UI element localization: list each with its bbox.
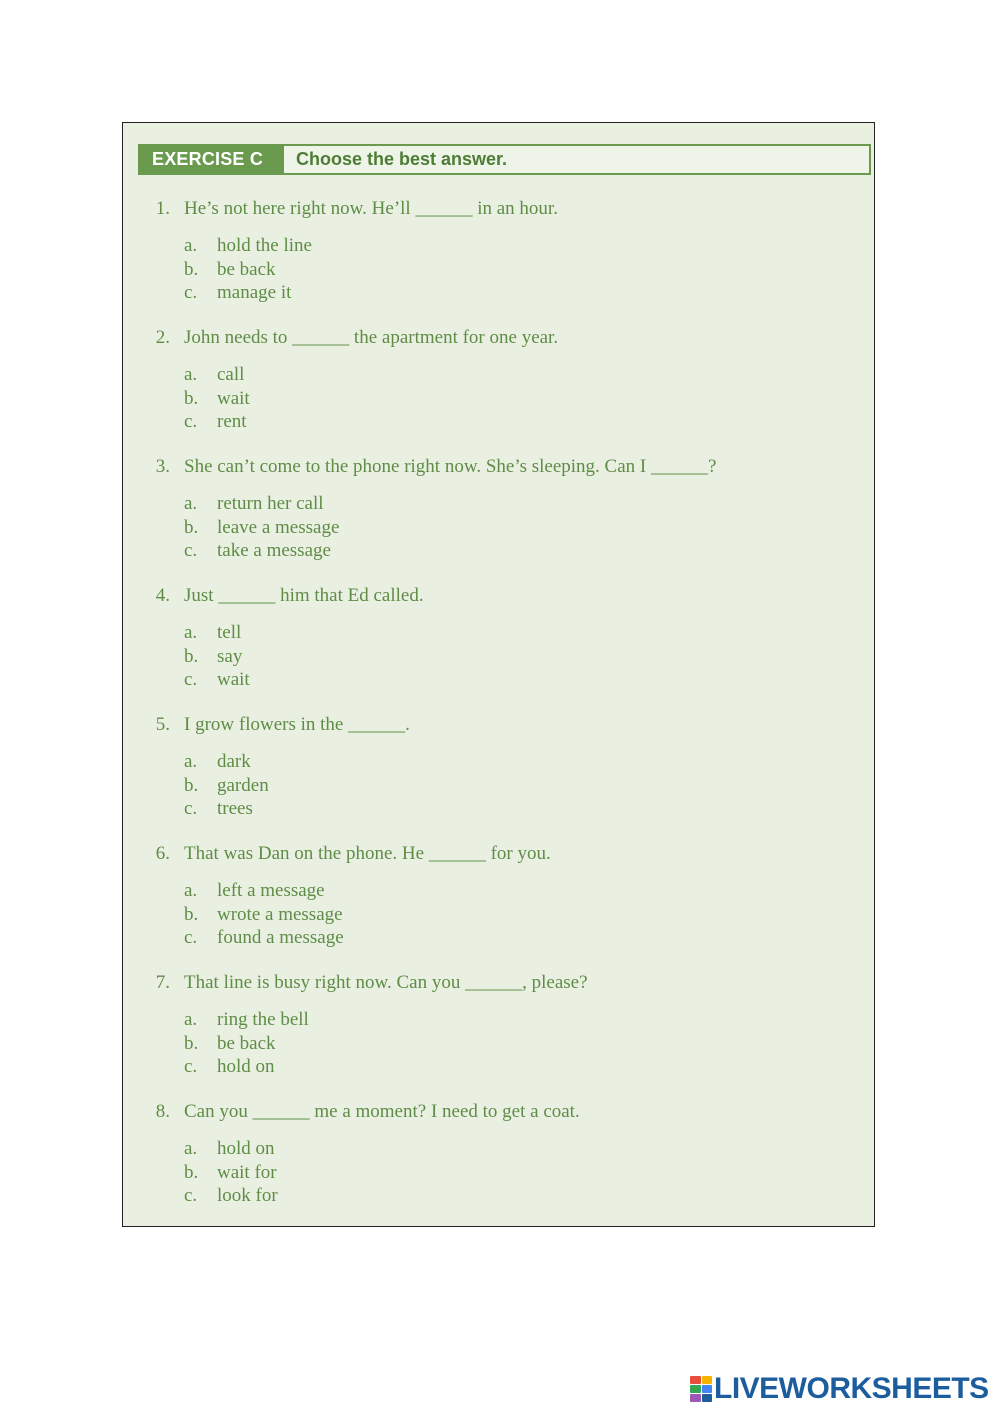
option-a[interactable] [138, 363, 858, 387]
question-text: She can’t come to the phone right now. She’s sleeping. Can I ______? [184, 456, 717, 477]
option-c[interactable] [138, 410, 858, 434]
option-text: return her call [217, 493, 324, 514]
option-letter: a. [184, 880, 198, 901]
option-text: tell [217, 622, 242, 643]
question-5 [138, 712, 858, 821]
option-letter: c. [184, 798, 198, 820]
option-letter: b. [184, 645, 199, 667]
option-c[interactable] [138, 668, 858, 692]
option-text: look for [217, 1185, 278, 1207]
option-text: manage it [217, 282, 292, 304]
option-text: wait [217, 387, 250, 409]
question-1 [138, 196, 858, 305]
question-text: Just ______ him that Ed called. [184, 585, 424, 606]
question-text: That line is busy right now. Can you ______, please? [184, 972, 588, 993]
option-letter: c. [184, 411, 198, 433]
question-number: 2. [155, 327, 170, 348]
option-letter: a. [184, 364, 198, 385]
question-number: 4. [155, 585, 170, 606]
option-c[interactable] [138, 1184, 858, 1208]
option-a[interactable] [138, 879, 858, 903]
option-letter: c. [184, 282, 198, 304]
option-a[interactable] [138, 234, 858, 258]
option-b[interactable] [138, 903, 858, 927]
option-letter: a. [184, 622, 198, 643]
question-text: He’s not here right now. He’ll ______ in an hour. [184, 198, 558, 219]
option-letter: a. [184, 235, 198, 256]
option-c[interactable] [138, 926, 858, 950]
option-c[interactable] [138, 539, 858, 563]
option-text: found a message [217, 927, 344, 949]
option-letter: b. [184, 516, 199, 538]
option-letter: a. [184, 1009, 198, 1030]
option-text: rent [217, 411, 247, 433]
option-letter: b. [184, 258, 199, 280]
question-8 [138, 1099, 858, 1208]
option-a[interactable] [138, 750, 858, 774]
question-2 [138, 325, 858, 434]
option-letter: b. [184, 903, 199, 925]
question-4 [138, 583, 858, 692]
exercise-label: EXERCISE C [140, 146, 284, 173]
option-b[interactable] [138, 774, 858, 798]
logo-icon [690, 1376, 712, 1402]
liveworksheets-logo [690, 1372, 989, 1406]
exercise-instruction: Choose the best answer. [296, 149, 508, 169]
question-7 [138, 970, 858, 1079]
option-text: leave a message [217, 516, 340, 538]
question-number: 5. [155, 714, 170, 735]
option-text: garden [217, 774, 269, 796]
option-letter: c. [184, 540, 198, 562]
question-text: Can you ______ me a moment? I need to get a coat. [184, 1101, 580, 1122]
option-b[interactable] [138, 258, 858, 282]
question-text: John needs to ______ the apartment for one year. [184, 327, 559, 348]
option-letter: c. [184, 1185, 198, 1207]
question-text: I grow flowers in the ______. [184, 714, 410, 735]
option-letter: c. [184, 669, 198, 691]
options-list [138, 621, 858, 692]
question-number: 6. [155, 843, 170, 864]
option-a[interactable] [138, 1137, 858, 1161]
question-6 [138, 841, 858, 950]
question-number: 1. [155, 198, 170, 219]
options-list [138, 363, 858, 434]
option-letter: b. [184, 774, 199, 796]
question-number: 8. [155, 1101, 170, 1122]
options-list [138, 492, 858, 563]
option-a[interactable] [138, 1008, 858, 1032]
options-list [138, 234, 858, 305]
options-list [138, 1008, 858, 1079]
option-text: trees [217, 798, 253, 820]
option-letter: b. [184, 1032, 199, 1054]
option-text: hold on [217, 1056, 275, 1078]
question-3 [138, 454, 858, 563]
option-b[interactable] [138, 387, 858, 411]
option-letter: b. [184, 1161, 199, 1183]
option-text: wrote a message [217, 903, 343, 925]
option-c[interactable] [138, 1055, 858, 1079]
option-text: wait for [217, 1161, 277, 1183]
option-text: dark [217, 751, 251, 772]
option-letter: c. [184, 927, 198, 949]
option-letter: a. [184, 751, 198, 772]
option-text: call [217, 364, 245, 385]
option-letter: c. [184, 1056, 198, 1078]
option-letter: a. [184, 1138, 198, 1159]
option-text: take a message [217, 540, 331, 562]
exercise-header [138, 144, 871, 175]
option-b[interactable] [138, 516, 858, 540]
option-letter: a. [184, 493, 198, 514]
option-a[interactable] [138, 492, 858, 516]
option-text: be back [217, 1032, 276, 1054]
option-b[interactable] [138, 1032, 858, 1056]
option-b[interactable] [138, 645, 858, 669]
option-text: hold on [217, 1138, 275, 1159]
question-number: 7. [155, 972, 170, 993]
option-text: ring the bell [217, 1009, 309, 1030]
worksheet [122, 122, 875, 1227]
option-c[interactable] [138, 281, 858, 305]
options-list [138, 750, 858, 821]
option-text: hold the line [217, 235, 312, 256]
option-b[interactable] [138, 1161, 858, 1185]
option-text: left a message [217, 880, 325, 901]
option-a[interactable] [138, 621, 858, 645]
question-text: That was Dan on the phone. He ______ for you. [184, 843, 551, 864]
option-text: wait [217, 669, 250, 691]
options-list [138, 1137, 858, 1208]
question-number: 3. [155, 456, 170, 477]
option-text: say [217, 645, 243, 667]
option-c[interactable] [138, 797, 858, 821]
option-letter: b. [184, 387, 199, 409]
option-text: be back [217, 258, 276, 280]
options-list [138, 879, 858, 950]
logo-text: LIVEWORKSHEETS [714, 1372, 989, 1405]
